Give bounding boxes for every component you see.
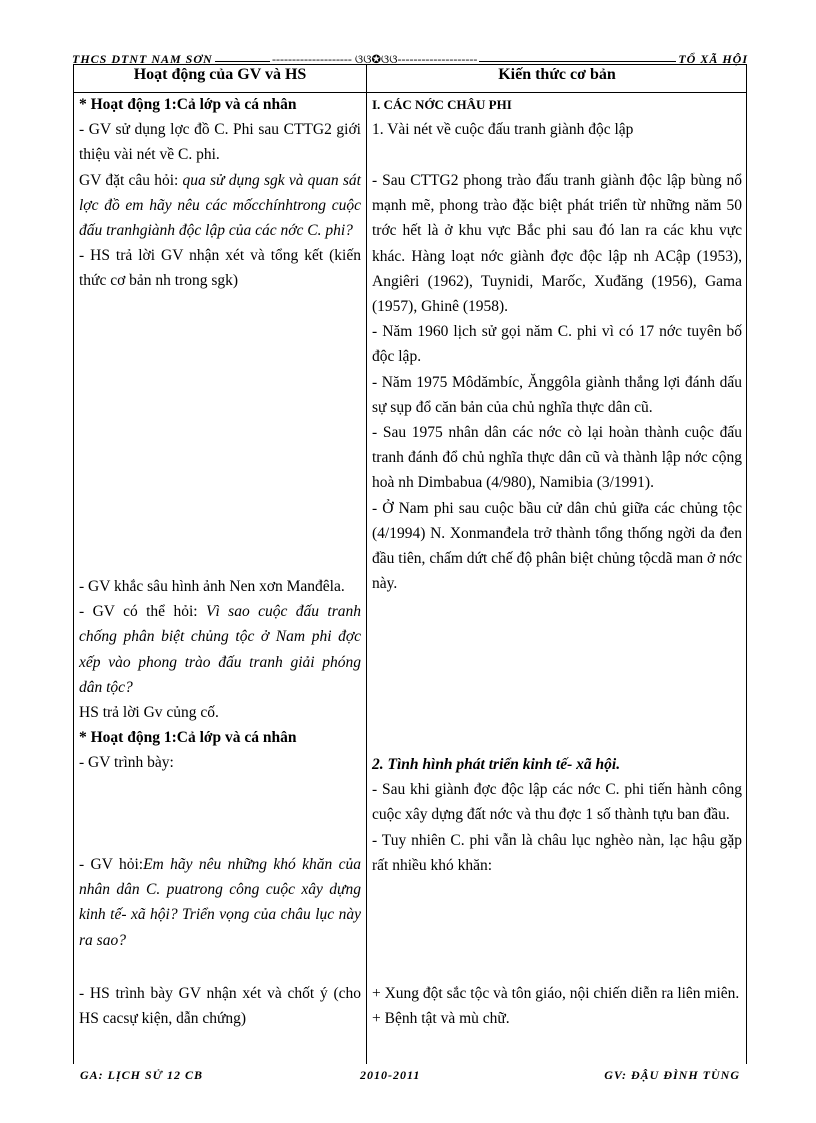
header-department: TỔ XÃ HỘI: [678, 52, 748, 66]
right-text-postwar: - Sau CTTG2 phong trào đấu tranh giành độc lập bùng nổ mạnh mẽ, phong trào đặc biệt phát triển từ những năm 50 trớc hết là ở khu vực Bắc phi sau đó lan ra các khu vực khác. Hàng loạt nớc giành đợc độc lập nh ACập (1953), Angiêri (1962), Tuynidi, Marốc, Xuđăng (1956), Gama (1957), Ghinê (1958).: [372, 172, 742, 316]
footer-school-year: 2010-2011: [360, 1068, 421, 1082]
right-text-south-africa: - Ở Nam phi sau cuộc bầu cử dân chủ giữa các chủng tộc (4/1994) N. Xonmanđela trở thành tổng thống ngời da đen đầu tiên, chấm dứt chế độ phân biệt chủng tộcdã man ở nớc này.: [372, 499, 742, 593]
right-block-2: [372, 168, 742, 596]
subsection-heading-2: 2. Tình hình phát triển kinh tế- xã hội.: [372, 756, 621, 773]
header-school: THCS DTNT NAM SƠN: [72, 52, 213, 66]
header-ornament: -------------------- ଓଓ✪ଓଓ--------------------: [272, 52, 478, 66]
footer-teacher: GV: ĐẬU ĐÌNH TÙNG: [604, 1068, 740, 1082]
right-text-1960: - Năm 1960 lịch sử gọi năm C. phi vì có 17 nớc tuyên bố độc lập.: [372, 323, 742, 366]
left-question-1: GV đặt câu hỏi: qua sử dụng sgk và quan sát lợc đồ em hãy nêu các mốcchínhtrong cuộc đấu tranhgiành độc lập của các nớc C. phi?: [79, 171, 361, 240]
activity-heading-2: * Hoạt động 1:Cả lớp và cá nhân: [79, 729, 297, 747]
left-text-conclude: - HS trình bày GV nhận xét và chốt ý (cho HS cacsự kiện, dẫn chứng): [79, 985, 361, 1028]
col-header-activities: Hoạt động của GV và HS: [133, 66, 307, 83]
right-block-3: [372, 752, 742, 878]
right-block-1: [372, 92, 742, 142]
activity-heading-1: * Hoạt động 1:Cả lớp và cá nhân: [79, 96, 297, 113]
left-text-consolidate: HS trả lời Gv củng cố.: [79, 704, 219, 722]
left-text-present: - GV trình bày:: [79, 754, 174, 772]
left-text-mandela: - GV khắc sâu hình ảnh Nen xơn Manđêla.: [79, 578, 345, 595]
right-text-1975: - Năm 1975 Môdămbíc, Ănggôla giành thắng lợi đánh dấu sự sụp đổ căn bản của chủ nghĩa thực dân cũ.: [372, 373, 742, 416]
right-block-4: [372, 981, 742, 1031]
right-text-conflicts: + Xung đột sắc tộc và tôn giáo, nội chiến diễn ra liên miên.: [372, 985, 740, 1002]
left-text-summary: - HS trả lời GV nhận xét và tổng kết (kiến thức cơ bản nh trong sgk): [79, 247, 361, 290]
right-text-after-1975: - Sau 1975 nhân dân các nớc cò lại hoàn thành cuộc đấu tranh đánh đổ chủ nghĩa thực dân cũ và thành lập nớc cộng hoà nh Dimbabua (4/980), Namibia (3/1991).: [372, 424, 742, 492]
left-question-2: - GV có thể hỏi: Vì sao cuộc đấu tranh chống phân biệt chủng tộc ở Nam phi đợc xếp vào phong trào đấu tranh giải phóng dân tộc?: [79, 603, 362, 696]
section-heading-africa: I. CÁC NỚC CHÂU PHI: [372, 97, 512, 112]
left-block-4: [79, 981, 361, 1031]
footer-lesson-plan: GA: LỊCH SỬ 12 CB: [80, 1068, 203, 1082]
table-column-divider: [366, 64, 367, 1064]
left-block-3: [79, 852, 361, 953]
subsection-heading-1: 1. Vài nét về cuộc đấu tranh giành độc lập: [372, 121, 634, 139]
left-question-3: - GV hỏi:Em hãy nêu những khó khăn của nhân dân C. puatrong công cuộc xây dựng kinh tế- xã hội? Triển vọng của châu lục này ra sao?: [79, 856, 361, 949]
col-header-knowledge: Kiến thức cơ bản: [498, 66, 616, 83]
right-text-disease: + Bệnh tật và mù chữ.: [372, 1010, 510, 1028]
left-block-2: [79, 574, 361, 776]
table-top-border: [74, 64, 746, 65]
right-text-difficulties: - Tuy nhiên C. phi vẫn là châu lục nghèo nàn, lạc hậu gặp rất nhiều khó khăn:: [372, 831, 742, 874]
left-block-1: [79, 92, 361, 294]
right-text-development: - Sau khi giành đợc độc lập các nớc C. phi tiến hành công cuộc xây dựng đất nớc và thu đợc 1 số thành tựu ban đầu.: [372, 781, 742, 824]
left-text-map-intro: - GV sử dụng lợc đồ C. Phi sau CTTG2 giới thiệu vài nét về C. phi.: [79, 121, 361, 164]
